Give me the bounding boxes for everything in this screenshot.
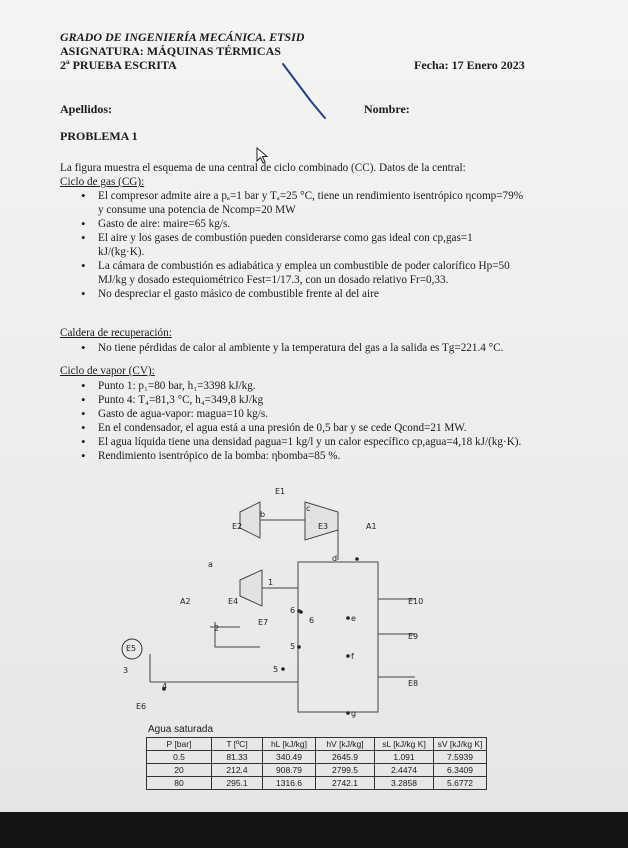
table-title: Agua saturada <box>148 724 214 735</box>
gas-item-text: No despreciar el gasto másico de combustible frente al del aire <box>98 288 379 300</box>
exam-date: Fecha: 17 Enero 2023 <box>414 58 525 72</box>
label-c: c <box>306 504 311 513</box>
table-cell: 2799.5 <box>316 764 375 777</box>
steam-item-text: Punto 4: T₄=81,3 °C, h₄=349,8 kJ/kg <box>98 394 264 406</box>
gas-item <box>81 287 581 301</box>
label-point-5: 5 <box>290 642 296 651</box>
label-point-5-second: 5 <box>273 665 279 674</box>
gas-cycle-list <box>81 189 581 301</box>
label-e: e <box>351 614 356 623</box>
label-E8: E8 <box>408 679 419 688</box>
gas-item-text: Gasto de aire: maire=65 kg/s. <box>98 218 231 230</box>
screen-bottom-bezel <box>0 812 628 848</box>
table-cell: 5.6772 <box>434 777 487 790</box>
table-cell: 3.2858 <box>375 777 434 790</box>
label-E2: E2 <box>232 522 243 531</box>
steam-item-text: Gasto de agua-vapor: magua=10 kg/s. <box>98 408 269 420</box>
table-cell: 20 <box>147 764 212 777</box>
label-point-6: 6 <box>290 606 296 615</box>
label-a: a <box>208 560 213 569</box>
boiler-list <box>81 341 581 355</box>
table-cell: 0.5 <box>147 751 212 764</box>
subject-title: ASIGNATURA: MÁQUINAS TÉRMICAS <box>60 44 281 58</box>
label-point-6-second: 6 <box>309 616 315 625</box>
gas-item-text: El compresor admite aire a pₐ=1 bar y Tₐ=25 °C, tiene un rendimiento isentrópico ηcomp=79% <box>98 190 524 202</box>
label-b: b <box>260 510 266 519</box>
table-row <box>147 764 487 777</box>
label-E1: E1 <box>275 487 286 496</box>
plant-diagram <box>110 482 530 722</box>
label-E5: E5 <box>126 644 137 653</box>
table-cell: 908.79 <box>263 764 316 777</box>
degree-title: GRADO DE INGENIERÍA MECÁNICA. ETSID <box>60 30 305 44</box>
problem-title: PROBLEMA 1 <box>60 129 138 143</box>
table-cell: 2.4474 <box>375 764 434 777</box>
gas-item-text: El aire y los gases de combustión pueden considerarse como gas ideal con cp,gas=1 <box>98 232 473 244</box>
gas-item-text: La cámara de combustión es adiabática y emplea un combustible de poder calorífico Hp=50 <box>98 260 510 272</box>
gas-cycle-heading: Ciclo de gas (CG): <box>60 176 145 188</box>
table-header: hV [kJ/kg] <box>316 738 375 751</box>
boiler-item <box>81 341 581 355</box>
label-E9: E9 <box>408 632 419 641</box>
table-cell: 295.1 <box>212 777 263 790</box>
label-E3: E3 <box>318 522 329 531</box>
plant-diagram-lines <box>110 482 530 722</box>
table-row <box>147 777 487 790</box>
steam-item <box>81 449 581 463</box>
saturated-water-table <box>146 737 487 790</box>
label-point-3: 3 <box>123 666 129 675</box>
steam-cycle-heading: Ciclo de vapor (CV): <box>60 365 155 377</box>
steam-item <box>81 421 581 435</box>
label-E7: E7 <box>258 618 269 627</box>
steam-item <box>81 393 581 407</box>
table-header: T [ºC] <box>212 738 263 751</box>
problem-intro: La figura muestra el esquema de una central de ciclo combinado (CC). Datos de la central: <box>60 162 466 174</box>
table-header: sV [kJ/kg K] <box>434 738 487 751</box>
table-cell: 340.49 <box>263 751 316 764</box>
steam-item-text: Rendimiento isentrópico de la bomba: ηbomba=85 %. <box>98 450 341 462</box>
steam-item <box>81 407 581 421</box>
gas-item <box>81 217 581 231</box>
label-f: f <box>351 652 354 661</box>
table-cell: 2645.9 <box>316 751 375 764</box>
gas-item-text: y consume una potencia de Ncomp=20 MW <box>98 204 296 216</box>
table-header: P [bar] <box>147 738 212 751</box>
label-point-1: 1 <box>268 578 274 587</box>
label-point-4: 4 <box>162 682 168 691</box>
label-point-2: 2 <box>214 624 220 633</box>
gas-item-text: MJ/kg y dosado estequiométrico Fest=1/17.3, con un dosado relativo Fr=0,33. <box>98 274 449 286</box>
label-E10: E10 <box>408 597 424 606</box>
gas-item <box>81 231 581 259</box>
label-d: d <box>332 554 338 563</box>
table-cell: 81.33 <box>212 751 263 764</box>
gas-item <box>81 259 581 287</box>
table-cell: 6.3409 <box>434 764 487 777</box>
label-E6: E6 <box>136 702 147 711</box>
steam-item-text: En el condensador, el agua está a una presión de 0,5 bar y se cede Qcond=21 MW. <box>98 422 467 434</box>
steam-item <box>81 379 581 393</box>
pen-stroke <box>278 60 330 122</box>
boiler-heading: Caldera de recuperación: <box>60 327 172 339</box>
table-cell: 1.091 <box>375 751 434 764</box>
table-header: hL [kJ/kg] <box>263 738 316 751</box>
exam-title: 2ª PRUEBA ESCRITA <box>60 58 177 72</box>
surname-label: Apellidos: <box>60 102 113 116</box>
gas-item <box>81 189 581 217</box>
table-cell: 212.4 <box>212 764 263 777</box>
table-cell: 80 <box>147 777 212 790</box>
steam-item-text: Punto 1: p₁=80 bar, h₁=3398 kJ/kg. <box>98 380 256 392</box>
table-cell: 2742.1 <box>316 777 375 790</box>
label-E4: E4 <box>228 597 239 606</box>
table-cell: 7.5939 <box>434 751 487 764</box>
boiler-item-text: No tiene pérdidas de calor al ambiente y la temperatura del gas a la salida es Tg=221.4 °C. <box>98 342 504 354</box>
steam-item <box>81 435 581 449</box>
table-header-row <box>147 738 487 751</box>
steam-item-text: El agua líquida tiene una densidad ρagua=1 kg/l y un calor específico cp,agua=4,18 kJ/(kg·K). <box>98 436 522 448</box>
gas-item-text: kJ/(kg·K). <box>98 246 145 258</box>
label-A1: A1 <box>366 522 377 531</box>
table-row <box>147 751 487 764</box>
label-A2: A2 <box>180 597 191 606</box>
label-g: g <box>351 709 357 718</box>
name-label: Nombre: <box>364 102 410 116</box>
table-header: sL [kJ/kg K] <box>375 738 434 751</box>
steam-cycle-list <box>81 379 581 463</box>
table-cell: 1316.6 <box>263 777 316 790</box>
